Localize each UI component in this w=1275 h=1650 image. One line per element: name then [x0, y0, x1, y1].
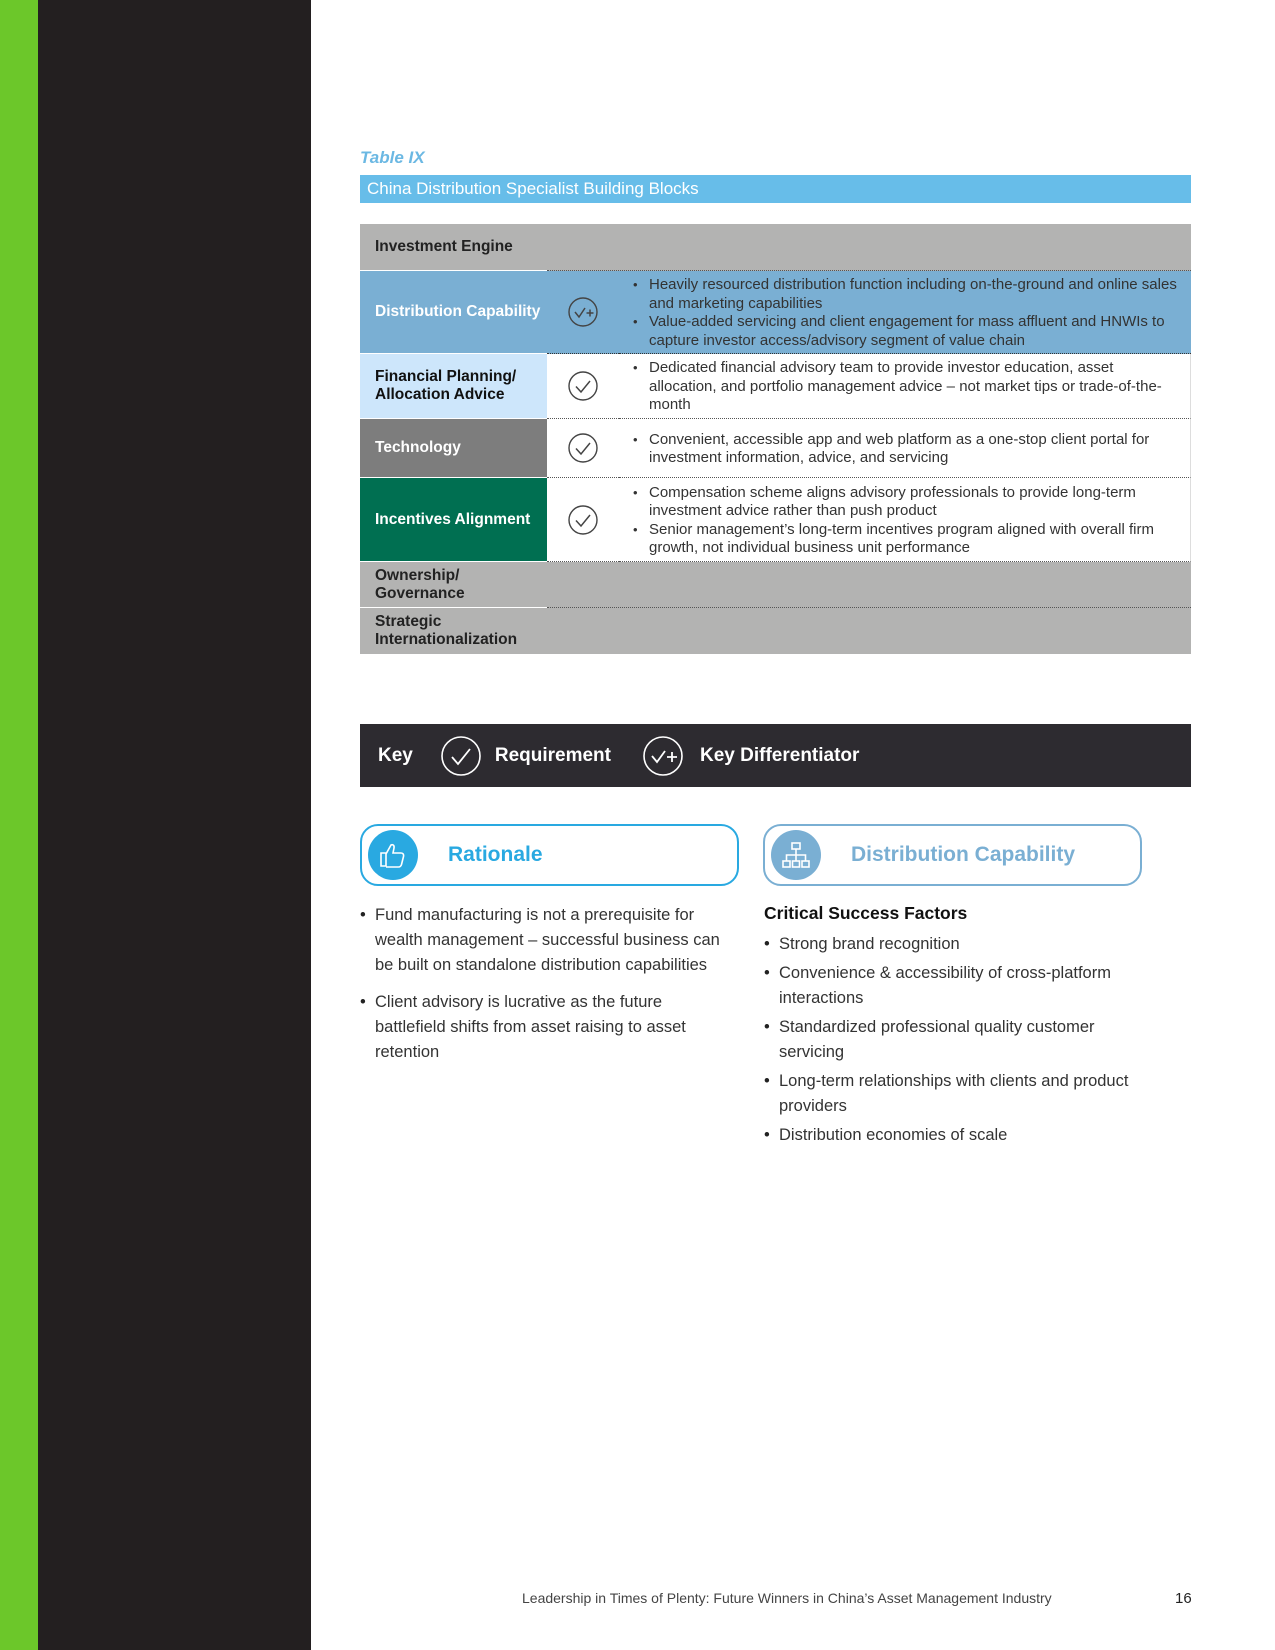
table-label: Table IX — [360, 148, 425, 167]
check-plus-icon — [642, 735, 684, 777]
row-mark-cell — [547, 478, 619, 562]
list-item: • Standardized professional quality customer servicing — [764, 1015, 1134, 1065]
row-bullet: • Convenient, accessible app and web platform as a one-stop client portal for investment information, advice, and servicing — [633, 431, 1176, 468]
legend-requirement-label: Requirement — [494, 744, 611, 766]
building-blocks-table — [360, 224, 1191, 654]
rationale-list — [360, 903, 730, 1065]
table-row-distribution-capability — [360, 271, 1191, 354]
table-row-technology — [360, 419, 1191, 478]
legend-bar — [360, 724, 1191, 787]
row-label: Incentives Alignment — [360, 478, 547, 562]
row-description — [619, 354, 1191, 419]
row-bullet: • Value-added servicing and client engagement for mass affluent and HNWIs to capture investor access/advisory segment of value chain — [633, 313, 1177, 350]
row-label: Investment Engine — [360, 224, 547, 271]
rationale-title: Rationale — [448, 843, 543, 866]
distribution-capability-title: Distribution Capability — [851, 843, 1076, 866]
row-mark-cell — [547, 271, 619, 354]
row-empty-cell — [547, 224, 1191, 271]
check-icon — [567, 432, 599, 464]
check-icon — [567, 370, 599, 402]
row-label: Financial Planning/ Allocation Advice — [360, 354, 547, 419]
check-icon — [440, 735, 482, 777]
row-label: Distribution Capability — [360, 271, 547, 354]
table-title: China Distribution Specialist Building Blocks — [360, 175, 1191, 203]
table-row-investment-engine — [360, 224, 1191, 271]
row-description — [619, 478, 1191, 562]
table-row-ownership-governance — [360, 562, 1191, 608]
table-row-incentives-alignment — [360, 478, 1191, 562]
legend-key-label: Key — [378, 744, 413, 766]
dark-sidebar-panel — [38, 0, 311, 1650]
check-icon — [567, 504, 599, 536]
row-description — [619, 271, 1191, 354]
row-bullet: • Compensation scheme aligns advisory professionals to provide long-term investment advice rather than push product — [633, 484, 1176, 521]
list-item: • Convenience & accessibility of cross-platform interactions — [764, 961, 1134, 1011]
thumbs-up-icon — [368, 830, 418, 880]
row-description — [619, 419, 1191, 478]
page-number: 16 — [1175, 1590, 1192, 1607]
list-item: • Distribution economies of scale — [764, 1123, 1134, 1148]
list-item: • Strong brand recognition — [764, 932, 1134, 957]
green-sidebar-stripe — [0, 0, 38, 1650]
org-chart-icon — [771, 830, 821, 880]
list-item: • Long-term relationships with clients and product providers — [764, 1069, 1134, 1119]
distribution-capability-header — [763, 824, 1142, 886]
list-item: • Fund manufacturing is not a prerequisite for wealth management – successful business can be built on standalone distribution capabilities — [360, 903, 730, 978]
row-empty-cell — [547, 608, 1191, 654]
footer-title: Leadership in Times of Plenty: Future Winners in China’s Asset Management Industry — [522, 1590, 1052, 1606]
critical-success-factors-heading: Critical Success Factors — [764, 903, 968, 923]
row-label: Strategic Internationalization — [360, 608, 547, 654]
list-item: • Client advisory is lucrative as the future battlefield shifts from asset raising to asset retention — [360, 990, 730, 1065]
table-row-strategic-internationalization — [360, 608, 1191, 654]
row-label: Technology — [360, 419, 547, 478]
row-label: Ownership/ Governance — [360, 562, 547, 608]
row-bullet: • Dedicated financial advisory team to provide investor education, asset allocation, and portfolio management advice – not market tips or trade-of-the-month — [633, 359, 1176, 415]
rationale-header — [360, 824, 739, 886]
row-bullet: • Senior management’s long-term incentives program aligned with overall firm growth, not individual business unit performance — [633, 521, 1176, 558]
critical-success-factors-list — [764, 932, 1134, 1148]
check-plus-icon — [567, 296, 599, 328]
row-empty-cell — [547, 562, 1191, 608]
table-row-financial-planning — [360, 354, 1191, 419]
row-bullet: • Heavily resourced distribution function including on-the-ground and online sales and marketing capabilities — [633, 276, 1177, 313]
legend-key-differentiator-label: Key Differentiator — [700, 744, 860, 766]
row-mark-cell — [547, 354, 619, 419]
row-mark-cell — [547, 419, 619, 478]
